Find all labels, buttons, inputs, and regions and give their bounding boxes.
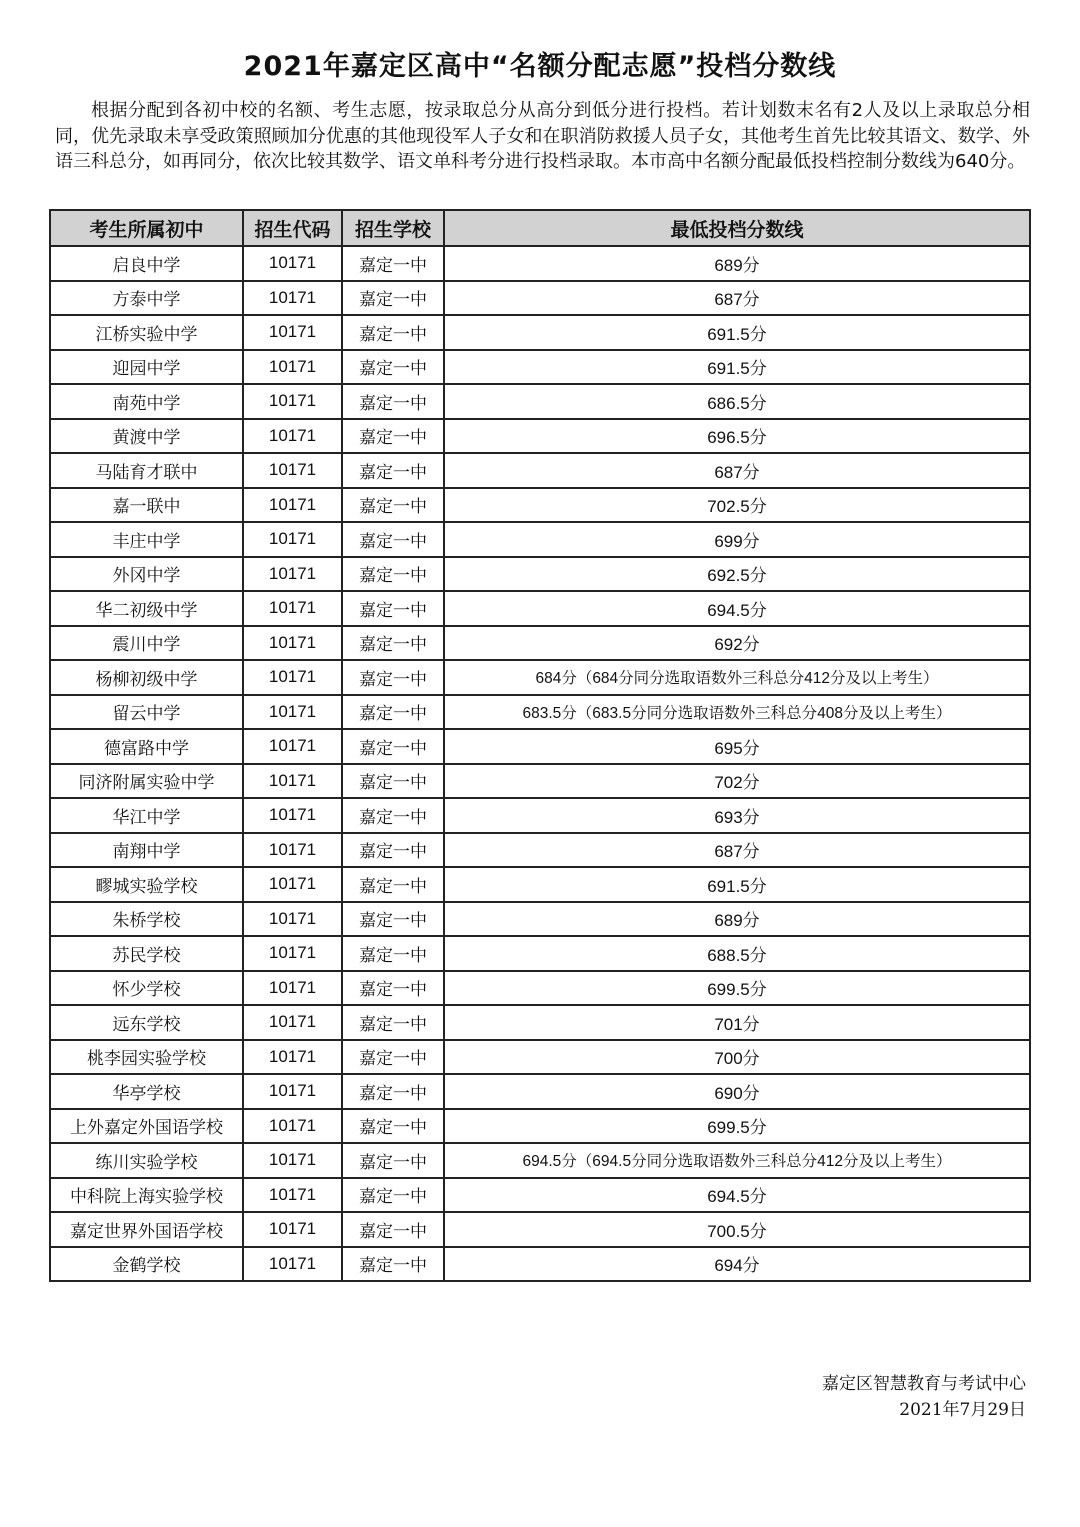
table-row [50, 488, 1030, 523]
cell-junior-school: 同济附属实验中学 [50, 764, 243, 799]
table-row [50, 1040, 1030, 1075]
cell-enrollment-code: 10171 [243, 798, 342, 833]
cell-min-score: 702分 [444, 764, 1030, 799]
cell-min-score: 691.5分 [444, 350, 1030, 385]
cell-min-score: 691.5分 [444, 867, 1030, 902]
cell-junior-school: 方泰中学 [50, 281, 243, 316]
table-row [50, 902, 1030, 937]
cell-target-school: 嘉定一中 [342, 798, 444, 833]
cell-min-score: 701分 [444, 1005, 1030, 1040]
cell-enrollment-code: 10171 [243, 384, 342, 419]
table-row [50, 591, 1030, 626]
cell-junior-school: 南翔中学 [50, 833, 243, 868]
cell-enrollment-code: 10171 [243, 867, 342, 902]
cell-junior-school: 外冈中学 [50, 557, 243, 592]
cell-enrollment-code: 10171 [243, 936, 342, 971]
cell-min-score: 700分 [444, 1040, 1030, 1075]
cell-junior-school: 丰庄中学 [50, 522, 243, 557]
table-header-row [50, 210, 1030, 246]
table-row [50, 1212, 1030, 1247]
table-body [50, 246, 1030, 1281]
issuer: 嘉定区智慧教育与考试中心 [822, 1374, 1026, 1394]
table-row [50, 764, 1030, 799]
cell-min-score: 684分（684分同分选取语数外三科总分412分及以上考生） [444, 660, 1030, 695]
cell-junior-school: 疁城实验学校 [50, 867, 243, 902]
cell-target-school: 嘉定一中 [342, 729, 444, 764]
cell-enrollment-code: 10171 [243, 626, 342, 661]
cell-target-school: 嘉定一中 [342, 971, 444, 1006]
cell-min-score: 699分 [444, 522, 1030, 557]
cell-min-score: 683.5分（683.5分同分选取语数外三科总分408分及以上考生） [444, 695, 1030, 730]
issue-date: 2021年7月29日 [899, 1400, 1026, 1420]
cell-enrollment-code: 10171 [243, 660, 342, 695]
cell-target-school: 嘉定一中 [342, 660, 444, 695]
cell-min-score: 694.5分 [444, 1178, 1030, 1213]
cell-enrollment-code: 10171 [243, 246, 342, 281]
cell-target-school: 嘉定一中 [342, 1178, 444, 1213]
table-row [50, 419, 1030, 454]
cell-target-school: 嘉定一中 [342, 419, 444, 454]
cell-junior-school: 苏民学校 [50, 936, 243, 971]
table-row [50, 798, 1030, 833]
cell-min-score: 702.5分 [444, 488, 1030, 523]
table-row [50, 453, 1030, 488]
cell-enrollment-code: 10171 [243, 1040, 342, 1075]
score-table [49, 209, 1031, 1282]
cell-target-school: 嘉定一中 [342, 1247, 444, 1282]
footer [822, 1371, 1026, 1423]
cell-min-score: 689分 [444, 246, 1030, 281]
cell-enrollment-code: 10171 [243, 971, 342, 1006]
table-row [50, 522, 1030, 557]
header-target-school: 招生学校 [342, 210, 444, 246]
table-row [50, 626, 1030, 661]
cell-min-score: 700.5分 [444, 1212, 1030, 1247]
cell-enrollment-code: 10171 [243, 350, 342, 385]
cell-min-score: 687分 [444, 833, 1030, 868]
cell-target-school: 嘉定一中 [342, 453, 444, 488]
cell-enrollment-code: 10171 [243, 281, 342, 316]
page-title: 2021年嘉定区高中“名额分配志愿”投档分数线 [243, 51, 837, 82]
cell-enrollment-code: 10171 [243, 729, 342, 764]
cell-target-school: 嘉定一中 [342, 1212, 444, 1247]
cell-target-school: 嘉定一中 [342, 1040, 444, 1075]
cell-enrollment-code: 10171 [243, 1109, 342, 1144]
cell-enrollment-code: 10171 [243, 419, 342, 454]
cell-junior-school: 马陆育才联中 [50, 453, 243, 488]
cell-enrollment-code: 10171 [243, 522, 342, 557]
cell-junior-school: 练川实验学校 [50, 1143, 243, 1178]
table-row [50, 936, 1030, 971]
cell-min-score: 687分 [444, 453, 1030, 488]
cell-min-score: 686.5分 [444, 384, 1030, 419]
cell-target-school: 嘉定一中 [342, 867, 444, 902]
table-row [50, 1178, 1030, 1213]
cell-junior-school: 华亭学校 [50, 1074, 243, 1109]
cell-junior-school: 黄渡中学 [50, 419, 243, 454]
cell-min-score: 693分 [444, 798, 1030, 833]
cell-target-school: 嘉定一中 [342, 1074, 444, 1109]
cell-enrollment-code: 10171 [243, 591, 342, 626]
cell-enrollment-code: 10171 [243, 1143, 342, 1178]
cell-min-score: 692.5分 [444, 557, 1030, 592]
cell-junior-school: 杨柳初级中学 [50, 660, 243, 695]
cell-min-score: 691.5分 [444, 315, 1030, 350]
cell-junior-school: 朱桥学校 [50, 902, 243, 937]
cell-junior-school: 桃李园实验学校 [50, 1040, 243, 1075]
header-junior-school: 考生所属初中 [50, 210, 243, 246]
table-row [50, 281, 1030, 316]
cell-enrollment-code: 10171 [243, 1074, 342, 1109]
cell-junior-school: 德富路中学 [50, 729, 243, 764]
cell-junior-school: 金鹤学校 [50, 1247, 243, 1282]
cell-target-school: 嘉定一中 [342, 281, 444, 316]
cell-target-school: 嘉定一中 [342, 557, 444, 592]
cell-target-school: 嘉定一中 [342, 315, 444, 350]
cell-enrollment-code: 10171 [243, 453, 342, 488]
cell-target-school: 嘉定一中 [342, 488, 444, 523]
cell-enrollment-code: 10171 [243, 1212, 342, 1247]
cell-junior-school: 江桥实验中学 [50, 315, 243, 350]
cell-junior-school: 远东学校 [50, 1005, 243, 1040]
header-enrollment-code: 招生代码 [243, 210, 342, 246]
table-row [50, 350, 1030, 385]
table-row [50, 1143, 1030, 1178]
table-row [50, 1074, 1030, 1109]
cell-min-score: 694.5分（694.5分同分选取语数外三科总分412分及以上考生） [444, 1143, 1030, 1178]
cell-junior-school: 华江中学 [50, 798, 243, 833]
table-row [50, 971, 1030, 1006]
cell-target-school: 嘉定一中 [342, 1005, 444, 1040]
cell-enrollment-code: 10171 [243, 1247, 342, 1282]
cell-enrollment-code: 10171 [243, 695, 342, 730]
table-row [50, 1109, 1030, 1144]
cell-junior-school: 迎园中学 [50, 350, 243, 385]
cell-min-score: 699.5分 [444, 1109, 1030, 1144]
cell-junior-school: 怀少学校 [50, 971, 243, 1006]
cell-min-score: 688.5分 [444, 936, 1030, 971]
cell-target-school: 嘉定一中 [342, 384, 444, 419]
table-row [50, 867, 1030, 902]
table-row [50, 557, 1030, 592]
table-row [50, 695, 1030, 730]
cell-junior-school: 嘉一联中 [50, 488, 243, 523]
table-row [50, 315, 1030, 350]
cell-junior-school: 上外嘉定外国语学校 [50, 1109, 243, 1144]
cell-min-score: 692分 [444, 626, 1030, 661]
cell-target-school: 嘉定一中 [342, 833, 444, 868]
cell-target-school: 嘉定一中 [342, 902, 444, 937]
cell-min-score: 687分 [444, 281, 1030, 316]
table-row [50, 660, 1030, 695]
cell-enrollment-code: 10171 [243, 833, 342, 868]
cell-enrollment-code: 10171 [243, 1005, 342, 1040]
cell-min-score: 690分 [444, 1074, 1030, 1109]
cell-min-score: 694分 [444, 1247, 1030, 1282]
table-row [50, 384, 1030, 419]
cell-junior-school: 中科院上海实验学校 [50, 1178, 243, 1213]
table-row [50, 246, 1030, 281]
cell-min-score: 689分 [444, 902, 1030, 937]
cell-min-score: 695分 [444, 729, 1030, 764]
cell-target-school: 嘉定一中 [342, 764, 444, 799]
cell-junior-school: 华二初级中学 [50, 591, 243, 626]
cell-target-school: 嘉定一中 [342, 1109, 444, 1144]
cell-enrollment-code: 10171 [243, 902, 342, 937]
cell-target-school: 嘉定一中 [342, 591, 444, 626]
cell-enrollment-code: 10171 [243, 557, 342, 592]
cell-min-score: 694.5分 [444, 591, 1030, 626]
table-row [50, 1005, 1030, 1040]
table-row [50, 833, 1030, 868]
cell-target-school: 嘉定一中 [342, 936, 444, 971]
cell-enrollment-code: 10171 [243, 764, 342, 799]
table-row [50, 1247, 1030, 1282]
cell-target-school: 嘉定一中 [342, 695, 444, 730]
cell-min-score: 699.5分 [444, 971, 1030, 1006]
cell-target-school: 嘉定一中 [342, 1143, 444, 1178]
cell-min-score: 696.5分 [444, 419, 1030, 454]
cell-junior-school: 启良中学 [50, 246, 243, 281]
cell-junior-school: 嘉定世界外国语学校 [50, 1212, 243, 1247]
cell-target-school: 嘉定一中 [342, 522, 444, 557]
header-min-score: 最低投档分数线 [444, 210, 1030, 246]
cell-target-school: 嘉定一中 [342, 626, 444, 661]
intro-paragraph: 根据分配到各初中校的名额、考生志愿，按录取总分从高分到低分进行投档。若计划数末名有2人及以上录取总分相同，优先录取未享受政策照顾加分优惠的其他现役军人子女和在职消防救援人员子女，其他考生首先比较其语文、数学、外语三科总分，如再同分，依次比较其数学、语文单科考分进行投档录取。本市高中名额分配最低投档控制分数线为640分。 [55, 100, 1030, 172]
table-row [50, 729, 1030, 764]
cell-junior-school: 震川中学 [50, 626, 243, 661]
cell-target-school: 嘉定一中 [342, 246, 444, 281]
cell-enrollment-code: 10171 [243, 315, 342, 350]
cell-enrollment-code: 10171 [243, 1178, 342, 1213]
cell-target-school: 嘉定一中 [342, 350, 444, 385]
cell-enrollment-code: 10171 [243, 488, 342, 523]
cell-junior-school: 留云中学 [50, 695, 243, 730]
cell-junior-school: 南苑中学 [50, 384, 243, 419]
